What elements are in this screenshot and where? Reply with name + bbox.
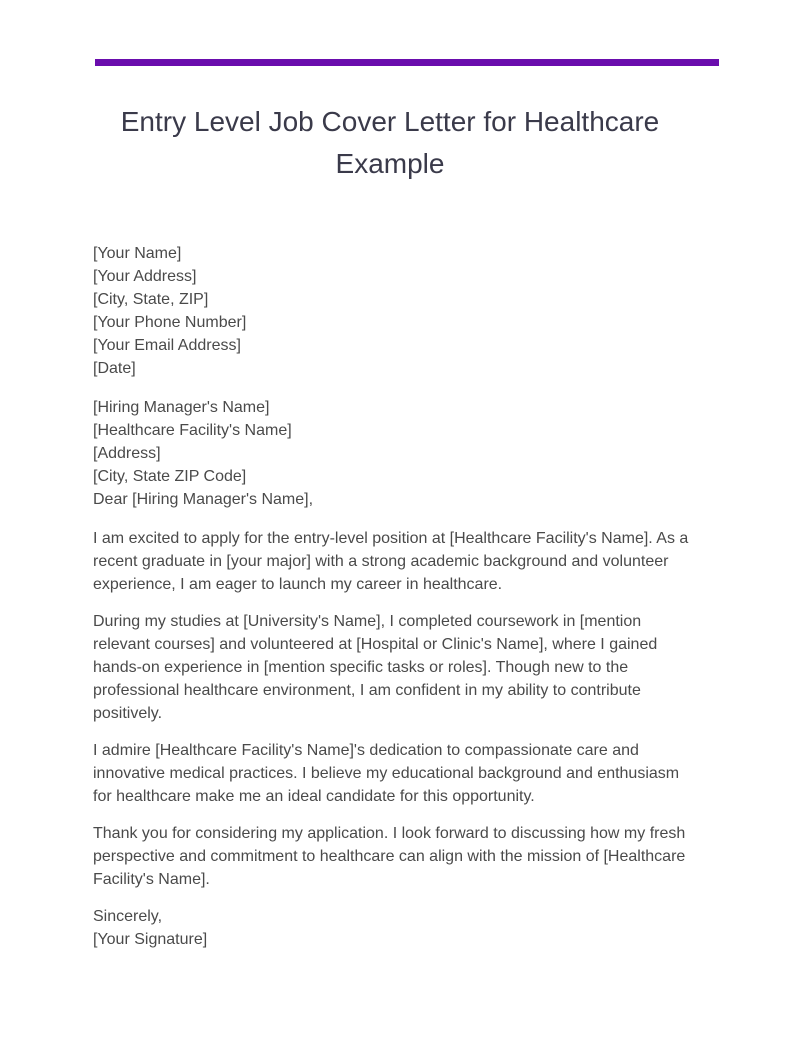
body-paragraph-thanks: Thank you for considering my application. I look forward to discussing how my fresh perspective and commitment to healthcare can align with the mission of [Healthcare Facility's Name].	[93, 825, 686, 888]
sender-email: [Your Email Address]	[93, 337, 241, 354]
recipient-name: [Hiring Manager's Name]	[93, 399, 270, 416]
sender-city: [City, State, ZIP]	[93, 291, 209, 308]
recipient-facility: [Healthcare Facility's Name]	[93, 422, 292, 439]
sender-name: [Your Name]	[93, 245, 182, 262]
sender-address: [Your Address]	[93, 268, 197, 285]
body-paragraph-experience: During my studies at [University's Name], I completed coursework in [mention relevant courses] and volunteered at [Hospital or Clinic's Name], where I gained hands-on experience in [mention specific tasks or roles]. Though new to the professional healthcare environment, I am confident in my ability to contribute positively.	[93, 613, 658, 722]
closing-block	[93, 905, 693, 951]
body-paragraph-intro: I am excited to apply for the entry-level position at [Healthcare Facility's Name]. As a recent graduate in [your major] with a strong academic background and volunteer experience, I am eager to launch my career in healthcare.	[93, 530, 689, 593]
sender-block	[93, 242, 693, 380]
page-title: Entry Level Job Cover Letter for Healthcare Example	[120, 106, 660, 179]
closing-valediction: Sincerely,	[93, 908, 163, 925]
salutation: Dear [Hiring Manager's Name],	[93, 491, 314, 508]
closing-signature: [Your Signature]	[93, 931, 208, 948]
letter-date: [Date]	[93, 360, 136, 377]
sender-phone: [Your Phone Number]	[93, 314, 247, 331]
recipient-block	[93, 396, 693, 511]
accent-bar	[95, 59, 719, 66]
body-paragraph-motivation: I admire [Healthcare Facility's Name]'s dedication to compassionate care and innovative medical practices. I believe my educational background and enthusiasm for healthcare make me an ideal candidate for this opportunity.	[93, 742, 680, 805]
recipient-city: [City, State ZIP Code]	[93, 468, 247, 485]
recipient-address: [Address]	[93, 445, 161, 462]
letter-body	[93, 242, 693, 951]
